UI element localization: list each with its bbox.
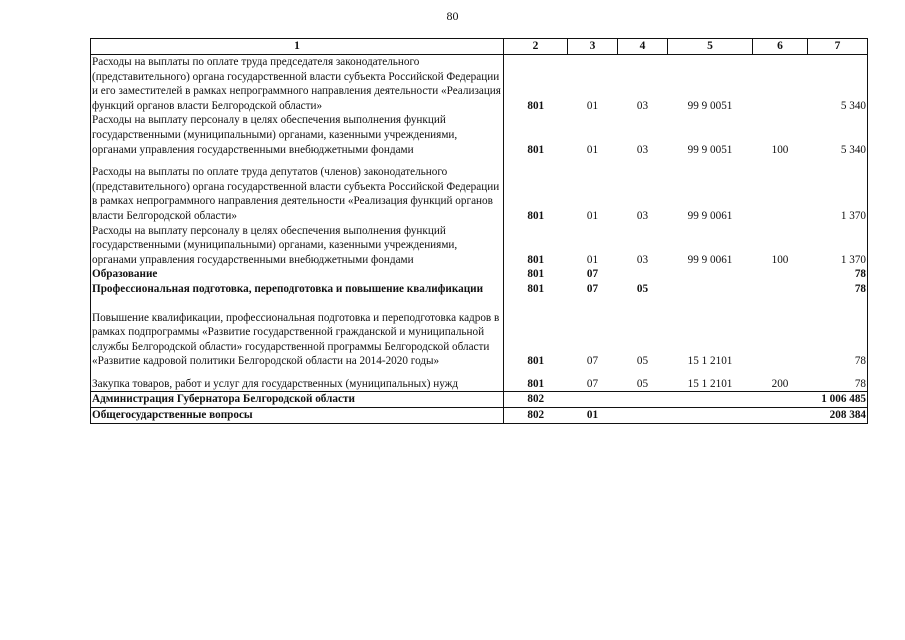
row-code-subsection: 03 (636, 253, 649, 266)
row-code-subsection (618, 408, 668, 424)
row-code-ministry: 801 (504, 157, 568, 223)
row-amount: 78 (808, 267, 868, 282)
row-code-ministry: 801 (504, 267, 568, 282)
table-row (91, 282, 868, 297)
budget-table-container (90, 38, 867, 424)
table-row (91, 55, 868, 114)
row-code-target: 15 1 2101 (687, 355, 733, 368)
row-code-expense-type (753, 282, 808, 297)
row-code-target: 99 9 0061 (687, 253, 733, 266)
row-code-section (568, 392, 618, 408)
row-code-section: 01 (586, 209, 599, 222)
row-amount: 1 370 (808, 224, 868, 268)
row-code-target: 15 1 2101 (687, 377, 733, 390)
row-code-section: 01 (586, 99, 599, 112)
row-code-ministry: 801 (504, 224, 568, 268)
row-amount: 5 340 (808, 55, 868, 114)
row-code-subsection: 03 (636, 99, 649, 112)
row-code-subsection: 03 (636, 209, 649, 222)
row-description: Образование (91, 267, 504, 282)
row-description: Расходы на выплату персоналу в целях обеспечения выполнения функций государственными (муниципальными) органами, казенными учреждениями, органами управления государственными внебюджетными фондами (91, 113, 504, 157)
row-code-target (668, 267, 753, 282)
row-code-target (668, 392, 753, 408)
table-row (91, 297, 868, 369)
row-description: Закупка товаров, работ и услуг для государственных (муниципальных) нужд (91, 369, 504, 392)
row-code-subsection: 05 (636, 355, 649, 368)
row-code-subsection: 05 (636, 377, 649, 390)
row-code-ministry: 802 (504, 408, 568, 424)
row-code-expense-type (753, 408, 808, 424)
row-code-target (668, 282, 753, 297)
row-code-ministry: 801 (504, 282, 568, 297)
row-code-expense-type (753, 157, 808, 223)
row-code-subsection: 03 (636, 143, 649, 156)
table-row (91, 392, 868, 408)
row-code-target (668, 408, 753, 424)
row-amount: 5 340 (808, 113, 868, 157)
row-amount: 208 384 (808, 408, 868, 424)
row-code-section: 07 (586, 268, 599, 281)
header-col-6: 6 (753, 39, 808, 55)
row-description: Расходы на выплату персоналу в целях обеспечения выполнения функций государственными (муниципальными) органами, казенными учреждениями, органами управления государственными внебюджетными фондами (91, 224, 504, 268)
row-description: Общегосударственные вопросы (91, 408, 504, 424)
table-row (91, 267, 868, 282)
row-code-expense-type (753, 55, 808, 114)
table-row (91, 224, 868, 268)
row-amount: 78 (808, 369, 868, 392)
row-description: Профессиональная подготовка, переподготовка и повышение квалификации (91, 282, 504, 297)
row-amount: 1 006 485 (808, 392, 868, 408)
row-code-ministry: 801 (504, 113, 568, 157)
row-code-ministry: 802 (504, 392, 568, 408)
row-description: Повышение квалификации, профессиональная подготовка и переподготовка кадров в рамках подпрограммы «Развитие государственной гражданской и муниципальной службы Белгородской области» государственной программы Белгородской области «Развитие кадровой политики Белгородской области на 2014-2020 годы» (91, 297, 504, 369)
header-col-4: 4 (618, 39, 668, 55)
row-amount: 78 (808, 297, 868, 369)
row-code-subsection (618, 392, 668, 408)
row-amount: 1 370 (808, 157, 868, 223)
header-col-7: 7 (808, 39, 868, 55)
row-code-subsection: 05 (636, 282, 649, 295)
header-col-5: 5 (668, 39, 753, 55)
row-code-section: 07 (586, 355, 599, 368)
table-row (91, 157, 868, 223)
row-code-section: 01 (586, 253, 599, 266)
row-code-expense-type: 100 (771, 143, 789, 156)
header-col-2: 2 (504, 39, 568, 55)
row-description: Администрация Губернатора Белгородской области (91, 392, 504, 408)
row-code-target: 99 9 0051 (687, 143, 733, 156)
row-code-target: 99 9 0051 (687, 99, 733, 112)
row-code-section: 07 (586, 377, 599, 390)
row-code-target: 99 9 0061 (687, 209, 733, 222)
row-code-section: 01 (586, 143, 599, 156)
row-code-subsection (618, 267, 668, 282)
row-code-ministry: 801 (504, 297, 568, 369)
row-code-section: 01 (568, 408, 618, 424)
table-header-row (91, 39, 868, 55)
row-code-expense-type: 200 (771, 377, 789, 390)
budget-table (90, 38, 868, 424)
row-description: Расходы на выплаты по оплате труда председателя законодательного (представительного) органа государственной власти субъекта Российской Федерации и его заместителей в рамках непрограммного направления деятельности «Реализация функций органов власти Белгородской области» (91, 55, 504, 114)
row-code-expense-type (753, 392, 808, 408)
page-number: 80 (446, 9, 459, 23)
table-row (91, 408, 868, 424)
row-code-expense-type (753, 267, 808, 282)
row-code-expense-type (753, 297, 808, 369)
header-col-1: 1 (91, 39, 504, 55)
row-amount: 78 (808, 282, 868, 297)
row-code-ministry: 801 (504, 369, 568, 392)
table-row (91, 113, 868, 157)
row-code-expense-type: 100 (771, 253, 789, 266)
table-row (91, 369, 868, 392)
row-code-section: 07 (586, 282, 599, 295)
row-code-ministry: 801 (504, 55, 568, 114)
header-col-3: 3 (568, 39, 618, 55)
row-description: Расходы на выплаты по оплате труда депутатов (членов) законодательного (представительного) органа государственной власти субъекта Российской Федерации в рамках непрограммного направления деятельности «Реализация функций органов власти Белгородской области» (91, 157, 504, 223)
